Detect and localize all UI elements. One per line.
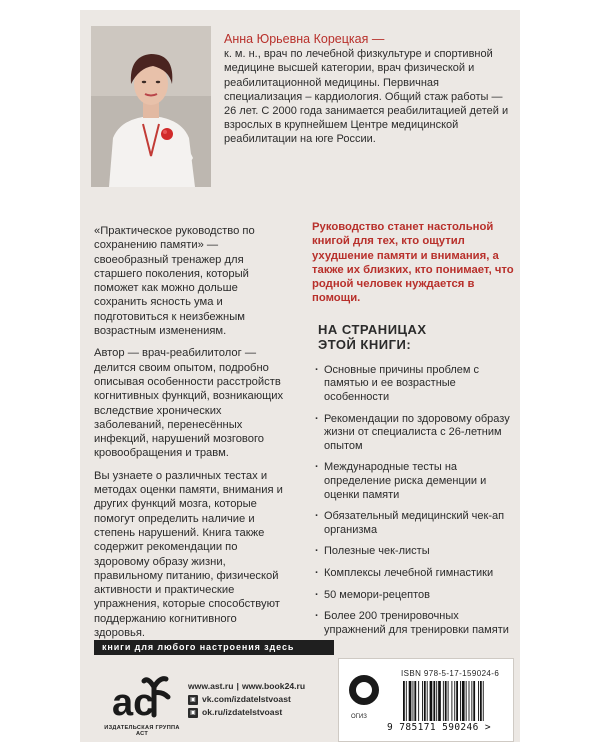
ok-icon: ▣ bbox=[188, 708, 198, 718]
publisher-caption: ИЗДАТЕЛЬСКАЯ ГРУППА АСТ bbox=[104, 725, 180, 737]
book-back-cover bbox=[80, 10, 520, 742]
description-paragraph-3: Вы узнаете о различных тестах и методах оценки памяти, внимания и других функций мозга, которые помогут определить наличие и степень нарушений. Книга также содержит рекомендации по здоровому образу жизни, правильному питанию, физической активности и практические упражнения, которые способствуют поддержанию когнитивного здоровья. bbox=[94, 469, 283, 640]
list-item: · Рекомендации по здоровому образу жизни от специалиста с 26-летним опытом bbox=[312, 413, 514, 454]
barcode-icon bbox=[401, 681, 509, 721]
author-name: Анна Юрьевна Корецкая bbox=[224, 32, 369, 46]
list-item: · Более 200 тренировочных упражнений для тренировки памяти bbox=[312, 610, 514, 637]
isbn-barcode-block bbox=[338, 658, 514, 742]
contents-column bbox=[312, 220, 514, 645]
publisher-logo bbox=[98, 667, 186, 739]
description-column bbox=[94, 224, 290, 648]
author-photo bbox=[91, 26, 211, 187]
list-item: · Комплексы лечебной гимнастики bbox=[312, 567, 514, 581]
contents-heading bbox=[318, 322, 514, 353]
logo-text: ac bbox=[112, 682, 155, 723]
list-item: · Полезные чек-листы bbox=[312, 545, 514, 559]
contents-list bbox=[312, 364, 514, 638]
vk-row bbox=[188, 693, 305, 706]
ast-logo-icon bbox=[110, 667, 174, 723]
website-row bbox=[188, 680, 305, 693]
barcode-digits: 9 785171 590246 > bbox=[387, 722, 492, 733]
website-link-book24[interactable]: www.book24.ru bbox=[241, 681, 306, 691]
publisher-links bbox=[188, 680, 305, 719]
tagline-banner: книги для любого настроения здесь bbox=[94, 640, 334, 655]
author-name-dash: — bbox=[368, 32, 385, 46]
list-item: · Международные тесты на определение риска деменции и оценки памяти bbox=[312, 461, 514, 502]
link-separator: | bbox=[236, 681, 239, 691]
lead-statement: Руководство станет настольной книгой для тех, кто ощутил ухудшение памяти и внимания, а также их близких, кто понимает, что родной человек нуждается в помощи. bbox=[312, 221, 514, 305]
website-link-ast[interactable]: www.ast.ru bbox=[188, 681, 234, 691]
author-bio-text: к. м. н., врач по лечебной физкультуре и спортивной медицине высшей категории, врач физической и реабилитационной медицины. Первичная специализация – кардиология. Общий стаж работы — 26 лет. С 2000 года занимается реабилитацией детей и взрослых в крупнейшем Центре медицинской реабилитации на юге России. bbox=[224, 48, 509, 146]
list-item: · Основные причины проблем с памятью и ее возрастные особенности bbox=[312, 364, 514, 405]
isbn-number: ISBN 978-5-17-159024-6 bbox=[401, 669, 500, 678]
vk-icon: ▣ bbox=[188, 695, 198, 705]
contents-heading-line-1: НА СТРАНИЦАХ bbox=[318, 321, 427, 337]
description-paragraph-2: Автор — врач-реабилитолог — делится своим опытом, подробно описывая особенности расстройств когнитивных функций, возникающих вследствие хронических заболеваний, перенесённых инфекций, нарушений мозгового кровообращения и травм. bbox=[94, 347, 284, 460]
author-portrait-illustration bbox=[91, 26, 211, 187]
vk-link[interactable]: vk.com/izdatelstvoast bbox=[202, 694, 291, 704]
ogiz-circle-icon bbox=[349, 675, 379, 705]
description-paragraph-1: «Практическое руководство по сохранению памяти» — своеобразный тренажер для старшего поколения, который поможет как можно дольше сохранить ясность ума и подготовиться к неизбежным возрастным изменениям. bbox=[94, 225, 255, 338]
ok-link[interactable]: ok.ru/izdatelstvoast bbox=[202, 707, 283, 717]
list-item: · 50 мемори-рецептов bbox=[312, 589, 514, 603]
ogiz-caption: ОГИЗ bbox=[351, 714, 367, 720]
list-item: · Обязательный медицинский чек-ап организма bbox=[312, 510, 514, 537]
contents-heading-line-2: ЭТОЙ КНИГИ: bbox=[318, 337, 412, 353]
ok-row bbox=[188, 706, 305, 719]
author-bio bbox=[224, 32, 514, 147]
